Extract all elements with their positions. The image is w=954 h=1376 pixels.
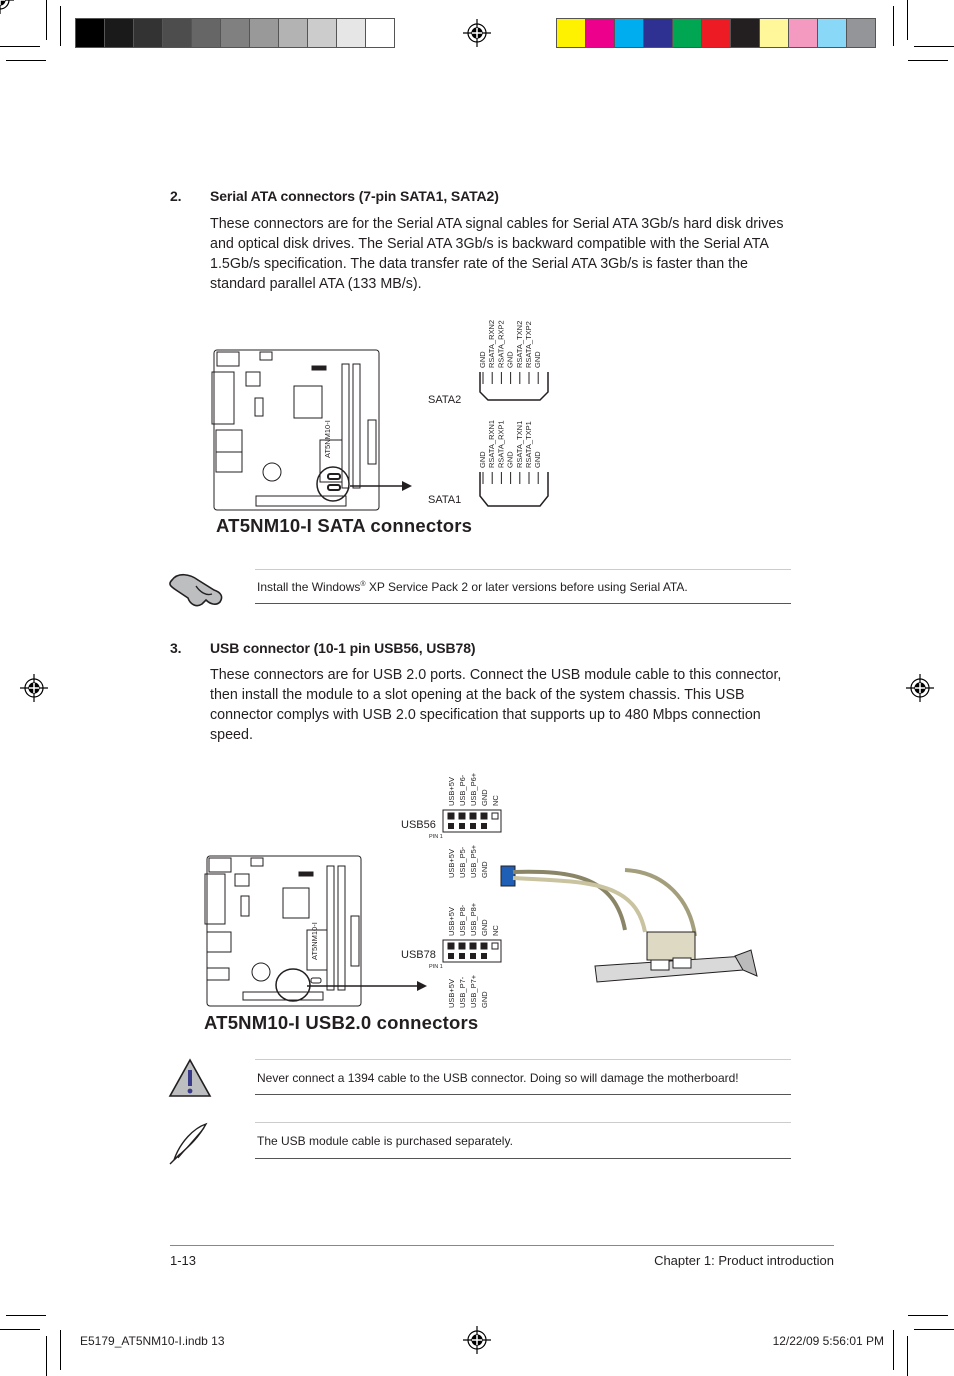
sata-pin-label: RSATA_TXP1 [524,421,533,468]
usb-pin [470,823,476,829]
usb-pin-label: GND [480,789,489,806]
section-3-heading [170,640,475,656]
sata-pin-label: RSATA_RXN2 [487,319,497,368]
usb-pin [470,943,476,949]
usb-pin-label: USB_P5+ [469,844,478,878]
usb78-pin1-label: PIN 1 [429,964,443,970]
usb-pin-label: USB_P7+ [469,974,478,1008]
usb-pin [470,813,476,819]
sata2-label: SATA2 [428,394,462,406]
usb-pin [492,943,498,949]
usb56-header [443,772,501,878]
note-usb-cable: The USB module cable is purchased separately. [257,1134,513,1148]
sata-pin-label: RSATA_RXP2 [496,320,506,368]
usb-pin [448,823,454,829]
sata-figure-caption: AT5NM10-I SATA connectors [216,515,473,536]
section-number: 3. [170,640,182,656]
section-number: 2. [170,188,182,204]
sata2-connector [478,320,548,400]
usb-pin-label: USB_P8+ [469,902,478,936]
board-label: AT5NM10-I [310,922,319,960]
warning-text: Never connect a 1394 cable to the USB connector. Doing so will damage the motherboard! [257,1071,739,1085]
sata1-connector [478,420,548,506]
registration-mark-left [20,674,48,702]
usb-pin-label: USB_P8- [458,904,467,936]
usb-pin [459,953,465,959]
sata1-label: SATA1 [428,494,462,506]
sata-pin-label: RSATA_TXP2 [524,321,533,368]
hand-icon [166,566,230,610]
sata-pin-label: GND [505,451,515,468]
arrow-head [417,981,427,991]
usb-pin-label: USB+5V [447,777,456,806]
usb-figure-caption: AT5NM10-I USB2.0 connectors [204,1012,479,1033]
usb56-pin1-label: PIN 1 [429,834,443,840]
usb-pin [481,813,487,819]
motherboard-diagram [205,856,361,1006]
usb-pin-label: USB_P6+ [469,772,478,806]
usb-pin-label: USB_P5- [458,846,467,878]
usb-pin-label: USB+5V [447,979,456,1008]
registration-mark-bottom [463,1326,491,1354]
slug-date: 12/22/09 5:56:01 PM [772,1334,884,1348]
feather-pen-icon [166,1120,214,1168]
usb-pin [481,943,487,949]
usb-pin-label: USB+5V [447,907,456,936]
sata-pin-label: RSATA_RXN1 [487,419,497,468]
usb-module-cable-image [501,866,757,982]
usb-pin-label: USB_P7- [458,976,467,1008]
sata-pin-label: RSATA_TXN1 [514,420,524,468]
registration-mark-top [463,19,491,47]
usb-pin-label: USB+5V [447,849,456,878]
sata-figure [200,310,580,540]
sata-pin-label: RSATA_RXP1 [496,420,506,468]
usb-pin-label: USB_P6- [458,774,467,806]
usb-pin [470,953,476,959]
usb-pin-label: GND [480,861,489,878]
usb-pin-label: NC [491,925,500,936]
section-title: USB connector (10-1 pin USB56, USB78) [210,640,476,656]
note-install-windows: Install the Windows® XP Service Pack 2 or later versions before using Serial ATA. [257,580,688,594]
section-2-heading [170,188,499,204]
usb-pin [459,943,465,949]
page-number: 1-13 [170,1253,197,1268]
usb-figure [195,760,785,1020]
warning-icon [166,1056,214,1102]
section-title: Serial ATA connectors (7-pin SATA1, SATA2) [210,188,499,204]
sata-pin-label: GND [533,451,543,468]
section-2-body: These connectors are for the Serial ATA signal cables for Serial ATA 3Gb/s hard disk drives and optical disk drives. The Serial ATA 3Gb/s is backward compatible with the Serial ATA 1.5Gb/s specification. The data transfer rate of the Serial ATA 3Gb/s is faster than the standard parallel ATA (133 MB/s). [210,216,784,292]
slug-file: E5179_AT5NM10-I.indb 13 [80,1334,225,1348]
usb-pin [459,823,465,829]
usb78-label: USB78 [401,949,436,961]
chapter-title: Chapter 1: Product introduction [654,1253,834,1268]
usb-pin [481,823,487,829]
arrow-head [402,481,412,491]
usb56-label: USB56 [401,819,436,831]
usb-pin [448,943,454,949]
sata-pin-label: GND [478,351,487,368]
section-3-body: These connectors are for USB 2.0 ports. Connect the USB module cable to this connector, then install the module to a slot opening at the back of the system chassis. This USB connector complys with USB 2.0 specification that supports up to 480 Mbps connection speed. [210,667,782,743]
sata-pin-label: RSATA_TXN2 [514,320,524,368]
sata-pin-label: GND [533,351,543,368]
usb-pin [448,813,454,819]
usb-pin-label: GND [480,991,489,1008]
usb-pin [459,813,465,819]
usb-pin [448,953,454,959]
usb-pin [481,953,487,959]
registration-mark-right [906,674,934,702]
usb-pin-label: NC [491,795,500,806]
sata-pin-label: GND [505,351,515,368]
usb78-header [443,902,501,1008]
sata-pin-label: GND [478,451,487,468]
board-label: AT5NM10-I [323,420,332,458]
usb-pin-label: GND [480,919,489,936]
usb-pin [492,813,498,819]
